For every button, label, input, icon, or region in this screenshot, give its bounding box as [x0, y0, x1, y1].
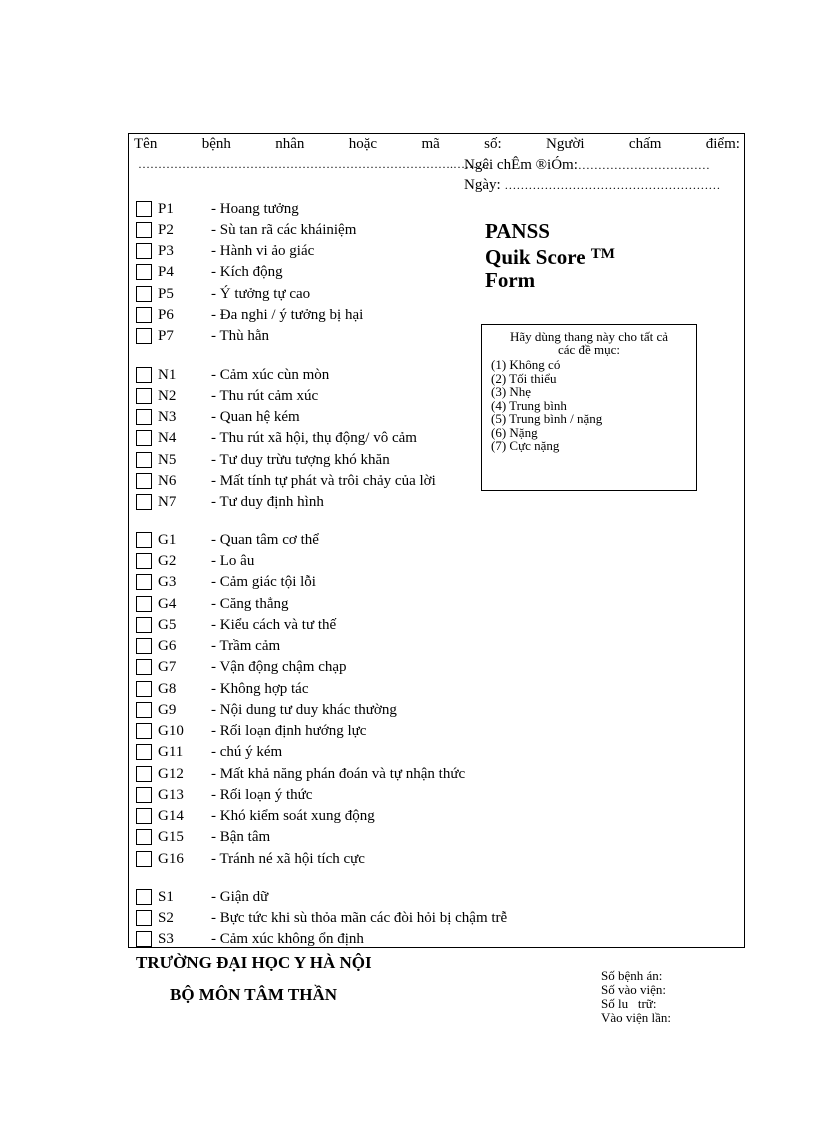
item-row-s3 — [136, 929, 606, 947]
item-code: G5 — [158, 617, 177, 633]
checkbox[interactable] — [136, 596, 152, 612]
item-code: N1 — [158, 367, 177, 383]
checkbox[interactable] — [136, 328, 152, 344]
checkbox[interactable] — [136, 659, 152, 675]
item-code: N5 — [158, 452, 177, 468]
scale-instructions: Hãy dùng thang này cho tất cả các đề mục: — [509, 329, 669, 357]
item-code: N3 — [158, 409, 177, 425]
header-word: Người — [546, 136, 585, 152]
checkbox[interactable] — [136, 574, 152, 590]
item-label: - Kiểu cách và tư thế — [211, 617, 337, 633]
scale-level: (6) Nặng — [491, 424, 538, 440]
checkbox[interactable] — [136, 307, 152, 323]
item-row-g3 — [136, 572, 606, 592]
checkbox[interactable] — [136, 744, 152, 760]
record-field[interactable]: Số bệnh án: — [601, 968, 663, 983]
header-word: nhân — [275, 136, 305, 152]
item-label: - Mất khả năng phán đoán và tự nhận thức — [211, 766, 466, 782]
university-name: TRƯỜNG ĐẠI HỌC Y HÀ NỘI — [136, 953, 372, 972]
item-label: - Tránh né xã hội tích cực — [211, 851, 365, 867]
scale-level: (7) Cực nặng — [491, 438, 560, 453]
item-label: - Căng thẳng — [211, 596, 289, 612]
checkbox[interactable] — [136, 910, 152, 926]
item-row-s2 — [136, 908, 606, 928]
checkbox[interactable] — [136, 889, 152, 905]
item-label: - Sù tan rã các kháiniệm — [211, 222, 357, 238]
item-row-g10 — [136, 721, 606, 741]
item-row-n7 — [136, 492, 606, 512]
scale-level: (4) Trung bình — [491, 397, 567, 413]
item-code: G1 — [158, 532, 177, 548]
item-row-g15 — [136, 827, 606, 847]
checkbox[interactable] — [136, 638, 152, 654]
header-word: Tên — [134, 136, 158, 152]
item-code: G12 — [158, 766, 184, 782]
scale-level: (1) Không có — [491, 357, 561, 372]
item-code: P7 — [158, 328, 174, 344]
checkbox[interactable] — [136, 617, 152, 633]
item-label: - Thu rút xã hội, thụ động/ vô cảm — [211, 430, 417, 446]
checkbox[interactable] — [136, 473, 152, 489]
item-row-g14 — [136, 806, 606, 826]
item-row-g11 — [136, 742, 606, 762]
record-field[interactable]: Số lu trữ: — [601, 996, 657, 1011]
item-code: G8 — [158, 681, 177, 697]
date-label: Ngày: — [464, 177, 501, 193]
item-row-g6 — [136, 636, 606, 656]
item-label: - Đa nghi / ý tưởng bị hại — [211, 307, 364, 323]
item-code: N7 — [158, 494, 177, 510]
checkbox[interactable] — [136, 723, 152, 739]
checkbox[interactable] — [136, 681, 152, 697]
checkbox[interactable] — [136, 222, 152, 238]
item-code: N4 — [158, 430, 177, 446]
trademark-mark: TM — [590, 246, 615, 262]
item-label: - Quan tâm cơ thể — [211, 532, 319, 548]
item-label: - Lo âu — [211, 553, 255, 569]
header-word: mã — [421, 136, 440, 152]
item-label: - Cảm xúc không ổn định — [211, 931, 364, 947]
item-label: - Không hợp tác — [211, 681, 309, 697]
item-label: - Vận động chậm chạp — [211, 659, 347, 675]
item-label: - Ý tưởng tự cao — [211, 286, 311, 302]
item-label: - Thu rút cảm xúc — [211, 388, 319, 404]
item-row-g4 — [136, 594, 606, 614]
header-word: hoặc — [348, 136, 378, 152]
checkbox[interactable] — [136, 553, 152, 569]
item-label: - Giận dữ — [211, 889, 269, 905]
item-row-g8 — [136, 679, 606, 699]
item-label: - Quan hệ kém — [211, 409, 300, 425]
item-label: - Tư duy định hình — [211, 494, 324, 510]
checkbox[interactable] — [136, 702, 152, 718]
checkbox[interactable] — [136, 430, 152, 446]
department-name: BỘ MÔN TÂM THẦN — [170, 985, 338, 1004]
record-field[interactable]: Số vào viện: — [601, 982, 666, 997]
item-row-s1 — [136, 887, 606, 907]
checkbox[interactable] — [136, 851, 152, 867]
scale-levels — [491, 358, 602, 453]
item-code: P4 — [158, 264, 174, 280]
checkbox[interactable] — [136, 367, 152, 383]
date-field[interactable] — [464, 177, 720, 194]
checkbox[interactable] — [136, 264, 152, 280]
item-label: - Rối loạn ý thức — [211, 787, 313, 803]
checkbox[interactable] — [136, 452, 152, 468]
item-label: - Hành vi ảo giác — [211, 243, 315, 259]
item-code: P3 — [158, 243, 174, 259]
item-code: G11 — [158, 744, 184, 760]
scale-level: (2) Tối thiểu — [491, 370, 557, 386]
item-code: N2 — [158, 388, 177, 404]
item-code: P5 — [158, 286, 174, 302]
header-word: điểm: — [705, 136, 740, 152]
checkbox[interactable] — [136, 808, 152, 824]
item-code: G13 — [158, 787, 184, 803]
patient-id-field[interactable]: …………………………………………………………………….……… — [138, 157, 489, 171]
item-row-g5 — [136, 615, 606, 635]
item-label: - Cảm xúc cùn mòn — [211, 367, 330, 383]
item-code: G9 — [158, 702, 177, 718]
header-word: bệnh — [201, 136, 231, 152]
record-field[interactable]: Vào viện lần: — [601, 1010, 672, 1025]
header-word: chấm — [628, 136, 662, 152]
checkbox[interactable] — [136, 201, 152, 217]
item-code: S1 — [158, 889, 174, 905]
record-fields — [601, 969, 671, 1025]
form-title — [485, 220, 615, 292]
item-label: - chú ý kém — [211, 744, 283, 760]
checkbox[interactable] — [136, 532, 152, 548]
item-row-p1 — [136, 199, 606, 219]
item-row-g13 — [136, 785, 606, 805]
item-label: - Nội dung tư duy khác thường — [211, 702, 397, 718]
checkbox[interactable] — [136, 787, 152, 803]
rater-dots: …………………………… — [577, 158, 710, 172]
rater-field[interactable] — [464, 157, 710, 174]
scale-level: (5) Trung bình / nặng — [491, 411, 603, 426]
item-code: G14 — [158, 808, 184, 824]
item-code: G10 — [158, 723, 184, 739]
checkbox[interactable] — [136, 766, 152, 782]
item-row-p6 — [136, 305, 606, 325]
checkbox[interactable] — [136, 243, 152, 259]
item-row-g9 — [136, 700, 606, 720]
item-code: G4 — [158, 596, 177, 612]
item-code: G15 — [158, 829, 184, 845]
item-row-g1 — [136, 530, 606, 550]
checkbox[interactable] — [136, 829, 152, 845]
item-label: - Kích động — [211, 264, 283, 280]
item-label: - Khó kiểm soát xung động — [211, 808, 375, 824]
item-code: G6 — [158, 638, 177, 654]
checkbox[interactable] — [136, 931, 152, 947]
item-code: P1 — [158, 201, 174, 217]
item-label: - Thù hằn — [211, 328, 270, 344]
item-code: G16 — [158, 851, 184, 867]
title-line-form: Form — [485, 268, 536, 292]
item-row-g7 — [136, 657, 606, 677]
item-code: N6 — [158, 473, 177, 489]
patient-id-line — [134, 136, 740, 153]
item-label: - Bực tức khi sù thỏa mãn các đòi hỏi bị chậm trễ — [211, 910, 508, 926]
rater-label: Ngêi chÊm ®iÓm: — [464, 157, 578, 173]
item-code: G3 — [158, 574, 177, 590]
item-label: - Trầm cảm — [211, 638, 281, 654]
title-line-panss: PANSS — [485, 219, 550, 243]
checkbox[interactable] — [136, 388, 152, 404]
rating-scale-box — [481, 324, 697, 491]
date-dots: ……………………………………………… — [504, 178, 721, 192]
item-code: P2 — [158, 222, 174, 238]
checkbox[interactable] — [136, 409, 152, 425]
item-code: S2 — [158, 910, 174, 926]
item-code: P6 — [158, 307, 174, 323]
item-label: - Tư duy trừu tượng khó khăn — [211, 452, 390, 468]
item-code: G7 — [158, 659, 177, 675]
item-row-g12 — [136, 764, 606, 784]
item-label: - Hoang tưởng — [211, 201, 299, 217]
item-code: G2 — [158, 553, 177, 569]
item-label: - Bận tâm — [211, 829, 271, 845]
item-label: - Cảm giác tội lỗi — [211, 574, 316, 590]
item-row-g2 — [136, 551, 606, 571]
header-word: số: — [484, 136, 502, 152]
item-label: - Rối loạn định hướng lực — [211, 723, 367, 739]
scale-level: (3) Nhẹ — [491, 384, 532, 399]
item-code: S3 — [158, 931, 174, 947]
item-label: - Mất tính tự phát và trôi chảy của lời — [211, 473, 436, 489]
checkbox[interactable] — [136, 494, 152, 510]
item-row-g16 — [136, 849, 606, 869]
checkbox[interactable] — [136, 286, 152, 302]
title-line-quik-score: Quik Score ™ — [485, 245, 615, 269]
